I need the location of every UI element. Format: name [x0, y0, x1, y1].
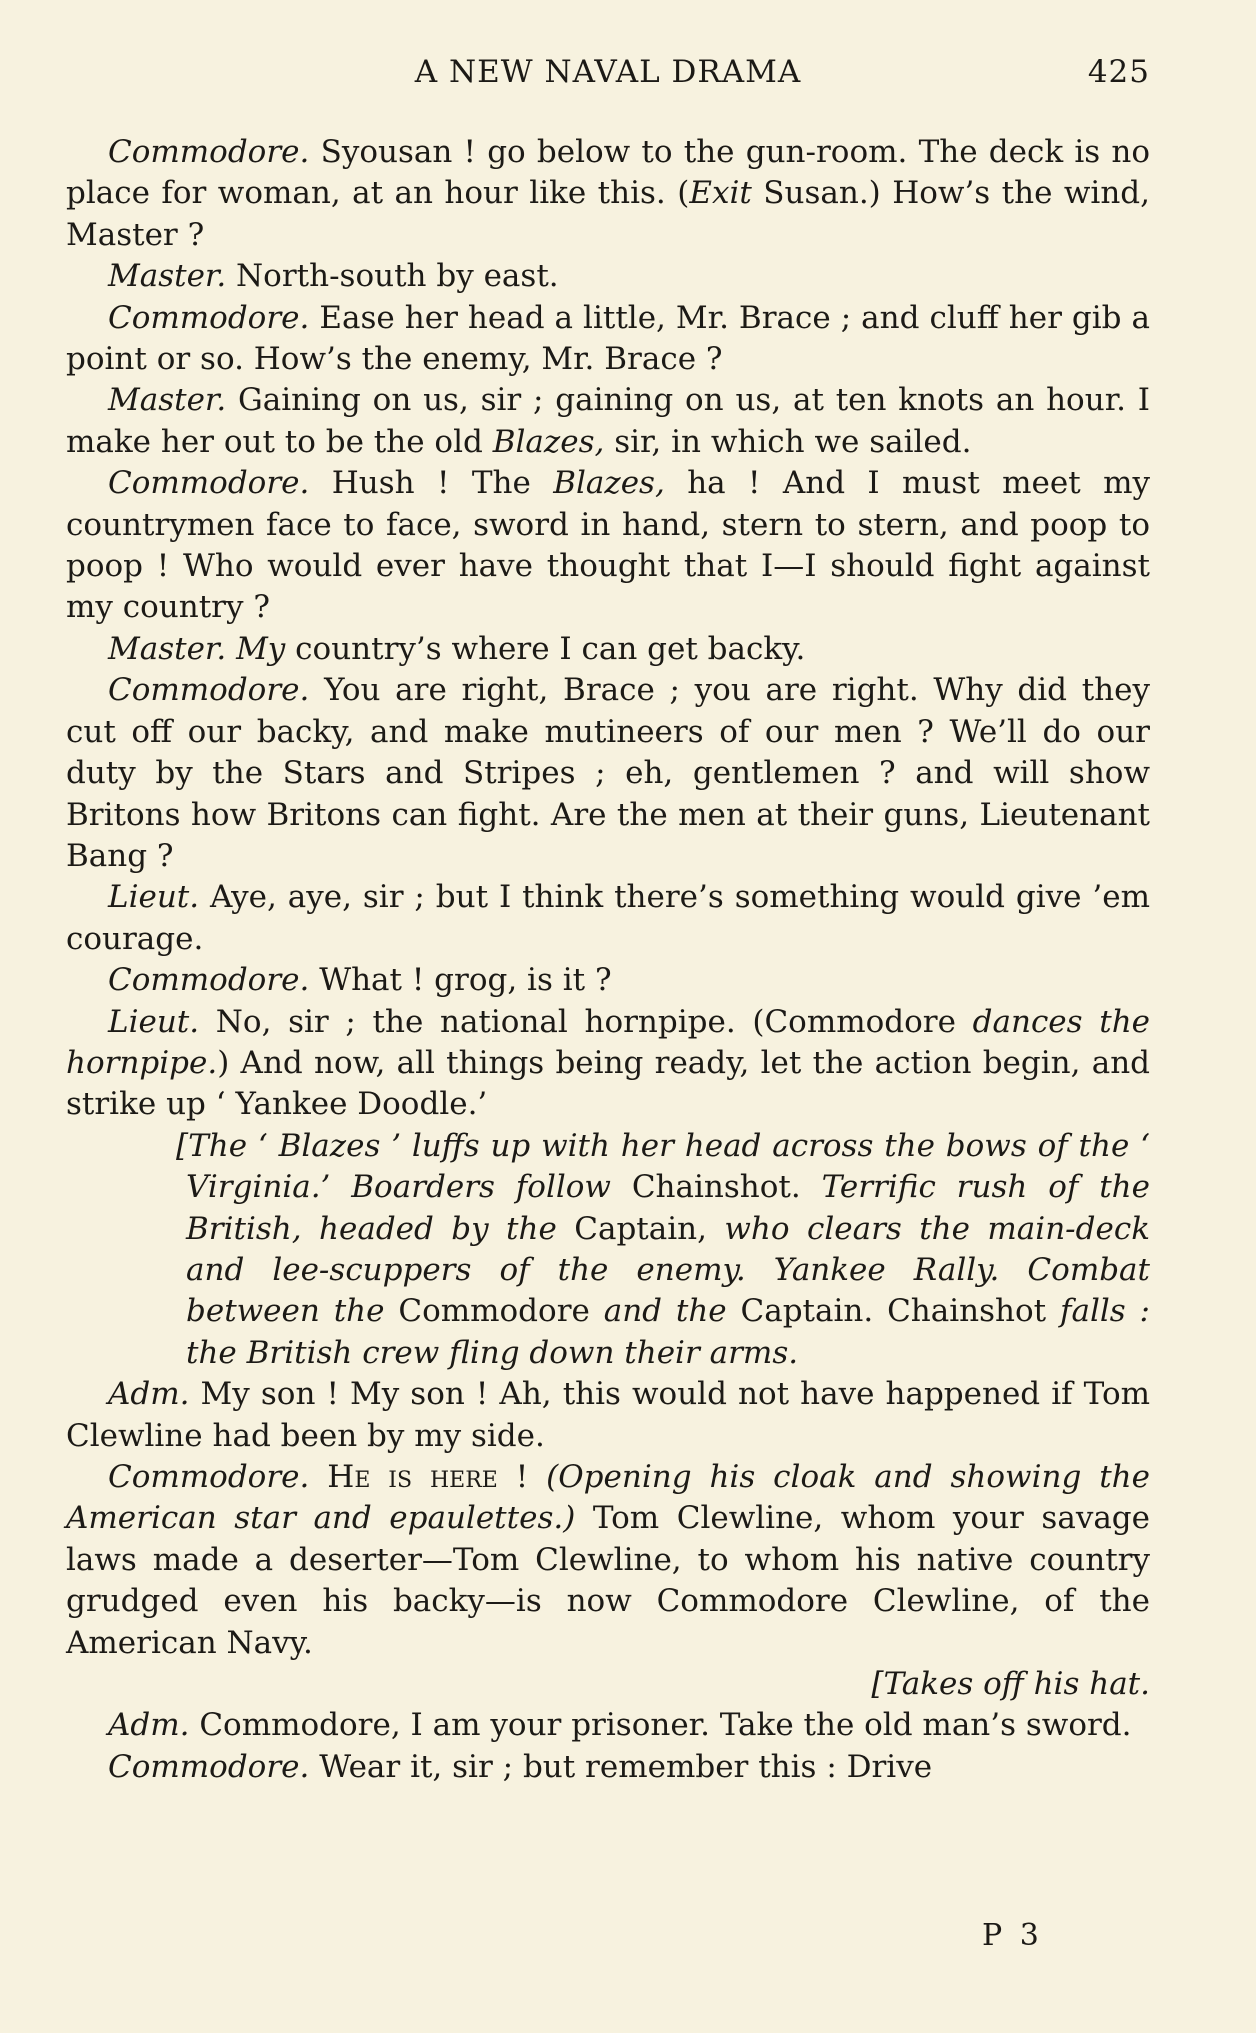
dialogue-paragraph — [66, 1374, 1150, 1457]
speaker: Master. — [108, 382, 227, 419]
stage-italic: who clears the main-deck and lee-scuppers of the enemy. Yankee Rally. Combat between the — [186, 1210, 1150, 1330]
body-text — [66, 132, 1150, 1788]
speaker: Commodore. — [108, 962, 310, 999]
stage-italic: falls : the British crew fling down their arms. — [186, 1293, 1150, 1371]
dialogue-paragraph — [66, 1705, 1150, 1746]
stage-roman: Commodore — [384, 1293, 604, 1330]
speech-italic: Exit — [689, 175, 752, 212]
speech: My son ! My son ! Ah, this would not have happened if Tom Clewline had been by my side. — [66, 1376, 1150, 1454]
speaker: Commodore. — [108, 672, 310, 709]
running-head — [66, 50, 1150, 100]
speech: Ease her head a little, Mr. Brace ; and cluff her gib a point or so. How’s the enemy, Mr. Brace ? — [66, 299, 1150, 378]
stage-italic: Terrific rush of the British, headed by the — [186, 1169, 1150, 1247]
dialogue-paragraph — [66, 1747, 1150, 1788]
dialogue-paragraph — [66, 256, 1150, 297]
speaker: Master. — [108, 258, 227, 295]
dialogue-paragraph — [66, 670, 1150, 877]
speech: Aye, aye, sir ; but I think there’s something would give ’em courage. — [66, 879, 1150, 957]
speech: Gaining on us, sir ; gaining on us, at ten knots an hour. I make her out to be the old — [66, 382, 1150, 460]
speaker: Lieut. — [108, 879, 200, 916]
running-title: A NEW NAVAL DRAMA — [414, 54, 802, 90]
speaker: Adm. — [108, 1376, 190, 1413]
dialogue-paragraph — [66, 463, 1150, 629]
dialogue-paragraph — [66, 132, 1150, 256]
dialogue-paragraph — [66, 298, 1150, 381]
speaker: Master. — [108, 630, 227, 667]
stage-roman: Captain, — [556, 1210, 725, 1247]
book-page — [66, 50, 1150, 1788]
dialogue-paragraph — [66, 877, 1150, 960]
speech — [226, 631, 236, 667]
speaker: Commodore. — [108, 1459, 310, 1495]
stage-roman: Captain. Chainshot — [726, 1293, 1060, 1330]
speech-italic: Blazes, — [492, 423, 605, 460]
dialogue-paragraph — [66, 629, 1150, 670]
speaker: Commodore. — [108, 134, 310, 170]
speech: Tom Clewline, whom your savage laws made a deserter—Tom Clewline, to whom his native country grudged even his backy—is now Commodore Clewline, of the American Navy. — [66, 1500, 1151, 1661]
stage-direction — [176, 1126, 1150, 1374]
dialogue-paragraph — [66, 380, 1150, 463]
stage-italic: [The ‘ Blazes ’ luffs up with her head across the bows of the ‘ Virginia.’ Boarders follow — [176, 1127, 1150, 1206]
speech: Susan.) How’s the wind, Master ? — [66, 175, 1150, 253]
speech: Hush ! The — [309, 465, 554, 502]
dialogue-paragraph — [66, 960, 1150, 1001]
speech-small-caps: He is here ! — [309, 1459, 547, 1495]
speech: Wear it, sir ; but remember this : Drive — [309, 1748, 933, 1785]
speech: ) And now, all things being ready, let the action begin, and strike up ‘ Yankee Doodle.’ — [66, 1044, 1150, 1123]
page-number: 425 — [1087, 54, 1150, 90]
speaker: Lieut. — [108, 1003, 200, 1040]
speaker: Commodore. — [108, 1748, 310, 1785]
speech: North-south by east. — [226, 258, 559, 295]
stage-roman: Chainshot. — [610, 1169, 822, 1206]
speaker: Commodore. — [108, 465, 310, 502]
speech: No, sir ; the national hornpipe. (Commodore — [199, 1003, 973, 1040]
signature-mark: P 3 — [982, 1918, 1043, 1953]
speech: country’s where I can get backy. — [285, 630, 806, 667]
speech: ha ! And I must meet my countrymen face to face, sword in hand, stern to stern, and poop to poop ! Who would ever have thought that I—I should fight against my country ? — [66, 465, 1150, 626]
stage-italic: and the — [603, 1293, 727, 1330]
speech: Syousan ! go below to the gun-room. The deck is no place for woman, at an hour like this. ( — [66, 134, 1150, 212]
speech-italic: (Opening his cloak and showing the American star and epaulettes.) — [66, 1459, 1150, 1537]
speaker: Adm. — [108, 1707, 190, 1744]
speech-italic: Blazes, — [553, 465, 665, 502]
dialogue-paragraph — [66, 1002, 1150, 1126]
speech: Commodore, I am your prisoner. Take the old man’s sword. — [189, 1707, 1132, 1744]
speech: sir, in which we sailed. — [604, 423, 972, 460]
speech: You are right, Brace ; you are right. Why did they cut off our backy, and make mutineers of our men ? We’ll do our duty by the Stars and Stripes ; eh, gentlemen ? and will show Britons how Britons can fight. Are the men at their guns, Lieutenant Bang ? — [66, 672, 1150, 874]
dialogue-paragraph — [66, 1457, 1150, 1664]
speech-italic: My — [236, 630, 286, 667]
stage-direction-right: [Takes off his hat. — [871, 1666, 1150, 1703]
speech-italic: dances the hornpipe. — [66, 1003, 1151, 1081]
speaker: Commodore. — [108, 299, 310, 336]
speech: What ! grog, is it ? — [309, 962, 612, 999]
